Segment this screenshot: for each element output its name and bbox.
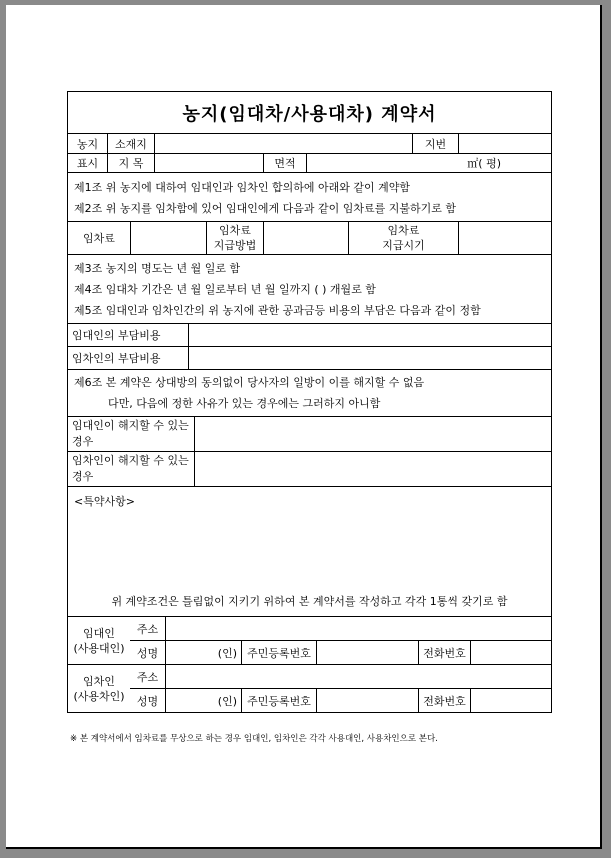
lessor-termination-label: 임대인이 해지할 수 있는 경우 [72, 419, 189, 448]
location-label: 소재지 [107, 134, 154, 153]
lessee-termination-value[interactable] [194, 452, 551, 486]
article-2: 제2조 위 농지를 임차함에 있어 임대인에게 다음과 같이 임차료를 지불하기로 함 [74, 202, 456, 215]
article-3: 제3조 농지의 명도는 년 월 일로 함 [74, 262, 241, 275]
closing-statement: 위 계약조건은 틀림없이 지키기 위하여 본 계약서를 작성하고 각각 1통씩 갖기로 함 [111, 595, 508, 608]
lessee-termination-row [68, 451, 551, 486]
lessor-name-label: 성명 [136, 646, 159, 660]
payment-method-value[interactable] [263, 222, 348, 254]
lot-number-label: 지번 [412, 134, 458, 153]
special-terms [68, 486, 551, 616]
lessor-termination-value[interactable] [194, 417, 551, 451]
lessor-cost-label: 임대인의 부담비용 [72, 329, 161, 342]
lessee-id-label: 주민등록번호 [241, 689, 316, 712]
lessee-phone-value[interactable] [470, 689, 551, 712]
contract-form [67, 91, 552, 713]
form-title: 농지(임대차/사용대차) 계약서 [182, 103, 437, 125]
articles-3-5 [68, 254, 551, 323]
payment-time-value[interactable] [458, 222, 551, 254]
special-terms-label: <특약사항> [74, 495, 135, 508]
payment-time-label: 임차료 지급시기 [348, 222, 458, 254]
land-label: 농지 [76, 137, 99, 151]
lessee-role: 임차인 (사용차인) [73, 674, 125, 703]
location-value[interactable] [154, 134, 412, 153]
article-6-line-1: 제6조 본 계약은 상대방의 동의없이 당사자의 일방이 이를 해지할 수 없음 [74, 376, 425, 389]
lessee-address-label: 주소 [136, 670, 159, 684]
lessor-address-label: 주소 [136, 622, 159, 636]
category-value[interactable] [154, 154, 263, 172]
lessee-seal[interactable]: (인) [165, 689, 241, 712]
rent-row [68, 221, 551, 254]
footnote: ※ 본 계약서에서 임차료를 무상으로 하는 경우 임대인, 임차인은 각각 사용대인, 사용차인으로 본다. [70, 734, 438, 744]
area-value[interactable]: ㎡( 평) [306, 154, 551, 172]
lessee-block [68, 664, 551, 712]
display-label: 표시 [76, 157, 99, 170]
article-1: 제1조 위 농지에 대하여 임대인과 임차인 합의하에 아래와 같이 계약함 [74, 181, 410, 194]
rent-value[interactable] [130, 222, 206, 254]
lessor-id-label: 주민등록번호 [241, 641, 316, 664]
lessee-address-value[interactable] [165, 665, 551, 688]
lessor-phone-value[interactable] [470, 641, 551, 664]
lessor-termination-row [68, 416, 551, 451]
lessee-name-label: 성명 [136, 694, 159, 708]
lessee-cost-label: 임차인의 부담비용 [72, 352, 161, 365]
lot-number-value[interactable] [458, 134, 551, 153]
article-6-line-2: 다만, 다음에 정한 사유가 있는 경우에는 그러하지 아니함 [108, 397, 381, 410]
payment-method-label: 임차료 지급방법 [206, 222, 263, 254]
article-4: 제4조 임대차 기간은 년 월 일로부터 년 월 일까지 ( ) 개월로 함 [74, 283, 376, 296]
lessor-block [68, 616, 551, 664]
lessor-cost-value[interactable] [188, 324, 551, 346]
lessor-phone-label: 전화번호 [418, 641, 470, 664]
article-6 [68, 369, 551, 416]
articles-1-2 [68, 172, 551, 221]
rent-label: 임차료 [83, 232, 115, 245]
lessor-id-value[interactable] [316, 641, 418, 664]
area-label: 면적 [263, 154, 306, 172]
lessee-termination-label: 임차인이 해지할 수 있는 경우 [72, 454, 189, 483]
category-label: 지 목 [107, 154, 154, 172]
lessor-role: 임대인 (사용대인) [73, 626, 125, 655]
lessor-address-value[interactable] [165, 617, 551, 640]
article-5: 제5조 임대인과 임차인간의 위 농지에 관한 공과금등 비용의 부담은 다음과 같이 정함 [74, 304, 481, 317]
land-row-category [68, 153, 551, 172]
lessee-id-value[interactable] [316, 689, 418, 712]
lessee-phone-label: 전화번호 [418, 689, 470, 712]
document-page [6, 5, 602, 849]
lessee-cost-value[interactable] [188, 347, 551, 369]
lessee-cost-row [68, 346, 551, 369]
land-row-location [68, 133, 551, 153]
lessor-cost-row [68, 323, 551, 346]
lessor-seal[interactable]: (인) [165, 641, 241, 664]
